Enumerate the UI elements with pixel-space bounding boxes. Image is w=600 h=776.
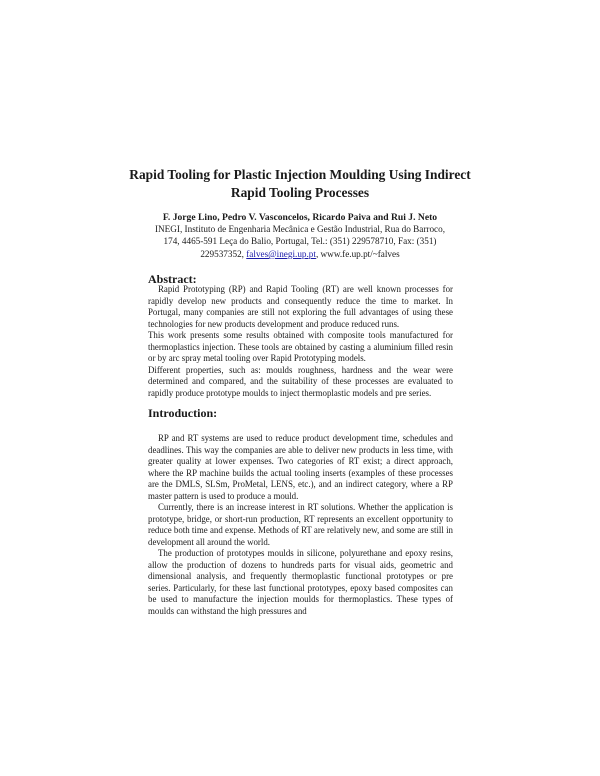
introduction-paragraph-1: RP and RT systems are used to reduce product development time, schedules and deadlines. This way the companies are able to deliver new products in less time, with greater quality at lower expenses. Two categories of RT exist; a direct approach, where the RP machine builds the actual tooling inserts (examples of these processes are the DMLS, SLSm, ProMetal, LENS, etc.), and an indirect category, where a RP master pattern is used to produce a mould. — [148, 433, 453, 501]
affiliation-line-2: 174, 4465-591 Leça do Balio, Portugal, Tel.: (351) 229578710, Fax: (351) — [163, 236, 437, 247]
abstract-heading: Abstract: — [148, 272, 197, 286]
abstract-paragraph-2: This work presents some results obtained with composite tools manufactured for thermoplastics injection. These tools are obtained by casting a aluminium filled resin or by arc spray metal tooling over Rapid Prototyping models. — [148, 330, 453, 363]
affiliation-phone: 229537352, — [200, 248, 244, 259]
affiliation-line-3 — [140, 248, 460, 260]
website-text: , www.fe.up.pt/~falves — [315, 248, 400, 259]
abstract-paragraph-3: Different properties, such as: moulds roughness, hardness and the wear were determined and compared, and the suitability of these processes are evaluated to rapidly produce prototype moulds to inject thermoplastic models and pre series. — [148, 364, 453, 398]
author-list: F. Jorge Lino, Pedro V. Vasconcelos, Ricardo Paiva and Rui J. Neto — [162, 212, 438, 223]
introduction-heading: Introduction: — [148, 406, 218, 420]
introduction-body — [148, 433, 453, 617]
introduction-paragraph-3: The production of prototypes moulds in silicone, polyurethane and epoxy resins, allow the production of dozens to hundreds parts for visual aids, geometric and dimensional analysis, and frequently thermoplastic functional prototypes or pre series. Particularly, for these last functional prototypes, epoxy based composites can be used to manufacture the injection moulds for thermoplastics. These types of moulds can withstand the high pressures and — [148, 548, 453, 616]
abstract-paragraph-1: Rapid Prototyping (RP) and Rapid Tooling (RT) are well known processes for rapidly develop new products and consequently reduce the time to market. In Portugal, many companies are still not exploring the full advantages of using these technologies for new products development and produce reduced runs. — [148, 284, 453, 329]
affiliation-line-1: INEGI, Instituto de Engenharia Mecânica e Gestão Industrial, Rua do Barroco, — [154, 224, 446, 234]
email-link[interactable]: falves@inegi.up.pt — [246, 248, 316, 259]
affiliation — [140, 223, 460, 260]
introduction-paragraph-2: Currently, there is an increase interest in RT solutions. Whether the application is prototype, bridge, or short-run production, RT represents an excellent opportunity to reduce both time and expense. Methods of RT are relatively new, and some are still in development all around the world. — [148, 502, 453, 547]
paper-title: Rapid Tooling for Plastic Injection Moulding Using Indirect Rapid Tooling Processes — [129, 167, 471, 200]
abstract-body — [148, 284, 453, 399]
